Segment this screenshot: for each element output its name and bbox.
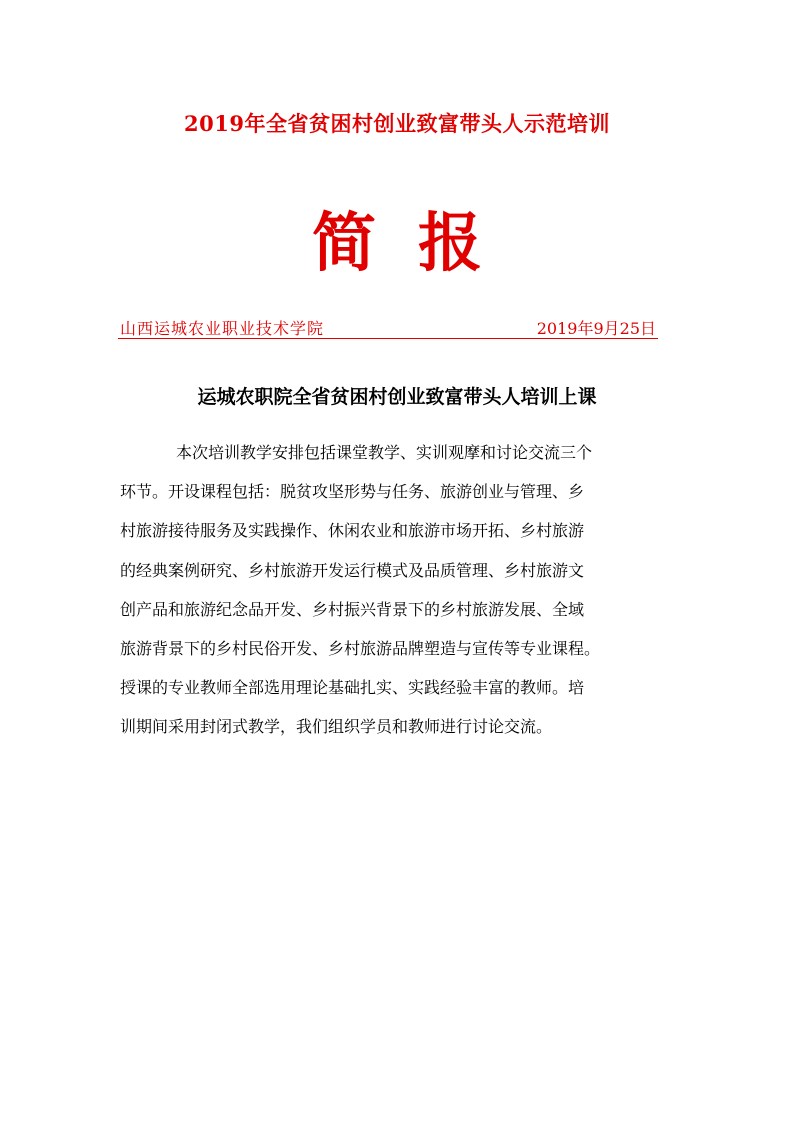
body-line: 创产品和旅游纪念品开发、乡村振兴背景下的乡村旅游发展、全域 [120, 599, 585, 619]
issuer-row [118, 316, 658, 340]
body-line: 训期间采用封闭式教学，我们组织学员和教师进行讨论交流。 [120, 717, 553, 737]
body-line: 环节。开设课程包括：脱贫攻坚形势与任务、旅游创业与管理、乡 [120, 482, 585, 502]
body-line: 旅游背景下的乡村民俗开发、乡村旅游品牌塑造与宣传等专业课程。 [120, 638, 601, 658]
article-title: 运城农职院全省贫困村创业致富带头人培训上课 [197, 386, 597, 408]
training-program-title: 2019年全省贫困村创业致富带头人示范培训 [184, 111, 610, 136]
body-line: 的经典案例研究、乡村旅游开发运行模式及品质管理、乡村旅游文 [120, 560, 585, 580]
article-body [120, 438, 665, 752]
issuer-name: 山西运城农业职业技术学院 [120, 319, 325, 338]
bulletin-masthead: 简报 [312, 207, 524, 281]
body-line: 授课的专业教师全部选用理论基础扎实、实践经验丰富的教师。培 [120, 678, 585, 698]
red-divider-rule [118, 338, 658, 339]
body-line: 本次培训教学安排包括课堂教学、实训观摩和讨论交流三个 [176, 443, 593, 462]
issue-date: 2019年9月25日 [536, 319, 656, 338]
body-line: 村旅游接待服务及实践操作、休闲农业和旅游市场开拓、乡村旅游 [120, 521, 585, 541]
